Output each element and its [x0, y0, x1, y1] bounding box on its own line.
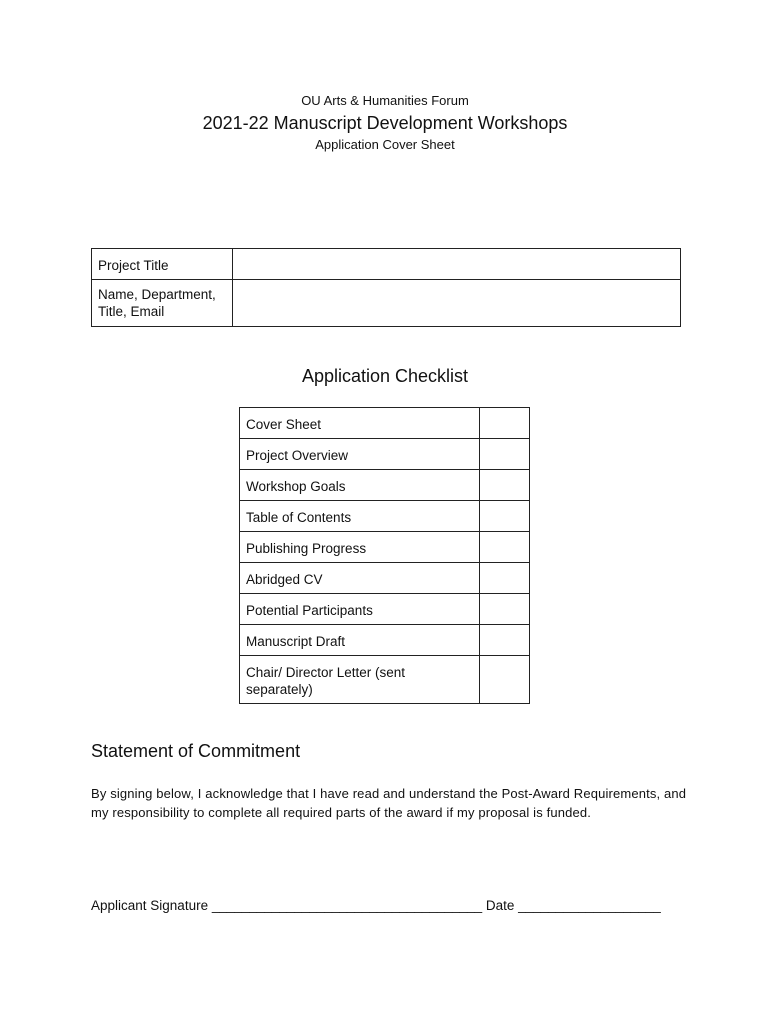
- checklist-checkbox[interactable]: [480, 594, 530, 625]
- checklist-item-label: Manuscript Draft: [240, 625, 480, 656]
- checklist-item-label: Cover Sheet: [240, 408, 480, 439]
- statement-body: By signing below, I acknowledge that I have read and understand the Post-Award Requirements, and my responsibility to complete all required parts of the award if my proposal is funded.: [91, 786, 687, 820]
- checklist-checkbox[interactable]: [480, 656, 530, 704]
- checklist-checkbox[interactable]: [480, 501, 530, 532]
- checklist-item-label: Chair/ Director Letter (sent separately): [240, 656, 480, 704]
- checklist-row: [240, 594, 530, 625]
- checklist-row: [240, 532, 530, 563]
- checklist-item-label: Workshop Goals: [240, 470, 480, 501]
- checklist-checkbox[interactable]: [480, 625, 530, 656]
- checklist-row: [240, 625, 530, 656]
- document-title: 2021-22 Manuscript Development Workshops: [202, 113, 568, 133]
- project-title-field[interactable]: [232, 249, 680, 280]
- signature-date-line[interactable]: Applicant Signature ____________________________________ Date ___________________: [91, 898, 661, 913]
- checklist-row: [240, 501, 530, 532]
- project-info-table: [91, 248, 681, 327]
- checklist-heading: Application Checklist: [301, 366, 469, 386]
- checklist-row: [240, 470, 530, 501]
- checklist-checkbox[interactable]: [480, 470, 530, 501]
- organization-name: OU Arts & Humanities Forum: [301, 93, 469, 108]
- checklist-table: [239, 407, 530, 704]
- checklist-item-label: Potential Participants: [240, 594, 480, 625]
- statement-heading: Statement of Commitment: [91, 741, 301, 761]
- checklist-item-label: Table of Contents: [240, 501, 480, 532]
- checklist-row: [240, 408, 530, 439]
- checklist-item-label: Project Overview: [240, 439, 480, 470]
- checklist-item-label: Publishing Progress: [240, 532, 480, 563]
- checklist-row: [240, 563, 530, 594]
- checklist-checkbox[interactable]: [480, 439, 530, 470]
- applicant-info-label: Name, Department, Title, Email: [92, 280, 233, 327]
- project-title-row: [92, 249, 681, 280]
- checklist-item-label: Abridged CV: [240, 563, 480, 594]
- checklist-row: [240, 439, 530, 470]
- checklist-checkbox[interactable]: [480, 408, 530, 439]
- checklist-checkbox[interactable]: [480, 532, 530, 563]
- project-title-label: Project Title: [92, 249, 233, 280]
- checklist-row: [240, 656, 530, 704]
- document-subtitle: Application Cover Sheet: [315, 137, 455, 152]
- checklist-checkbox[interactable]: [480, 563, 530, 594]
- applicant-info-field[interactable]: [232, 280, 680, 327]
- applicant-info-row: [92, 280, 681, 327]
